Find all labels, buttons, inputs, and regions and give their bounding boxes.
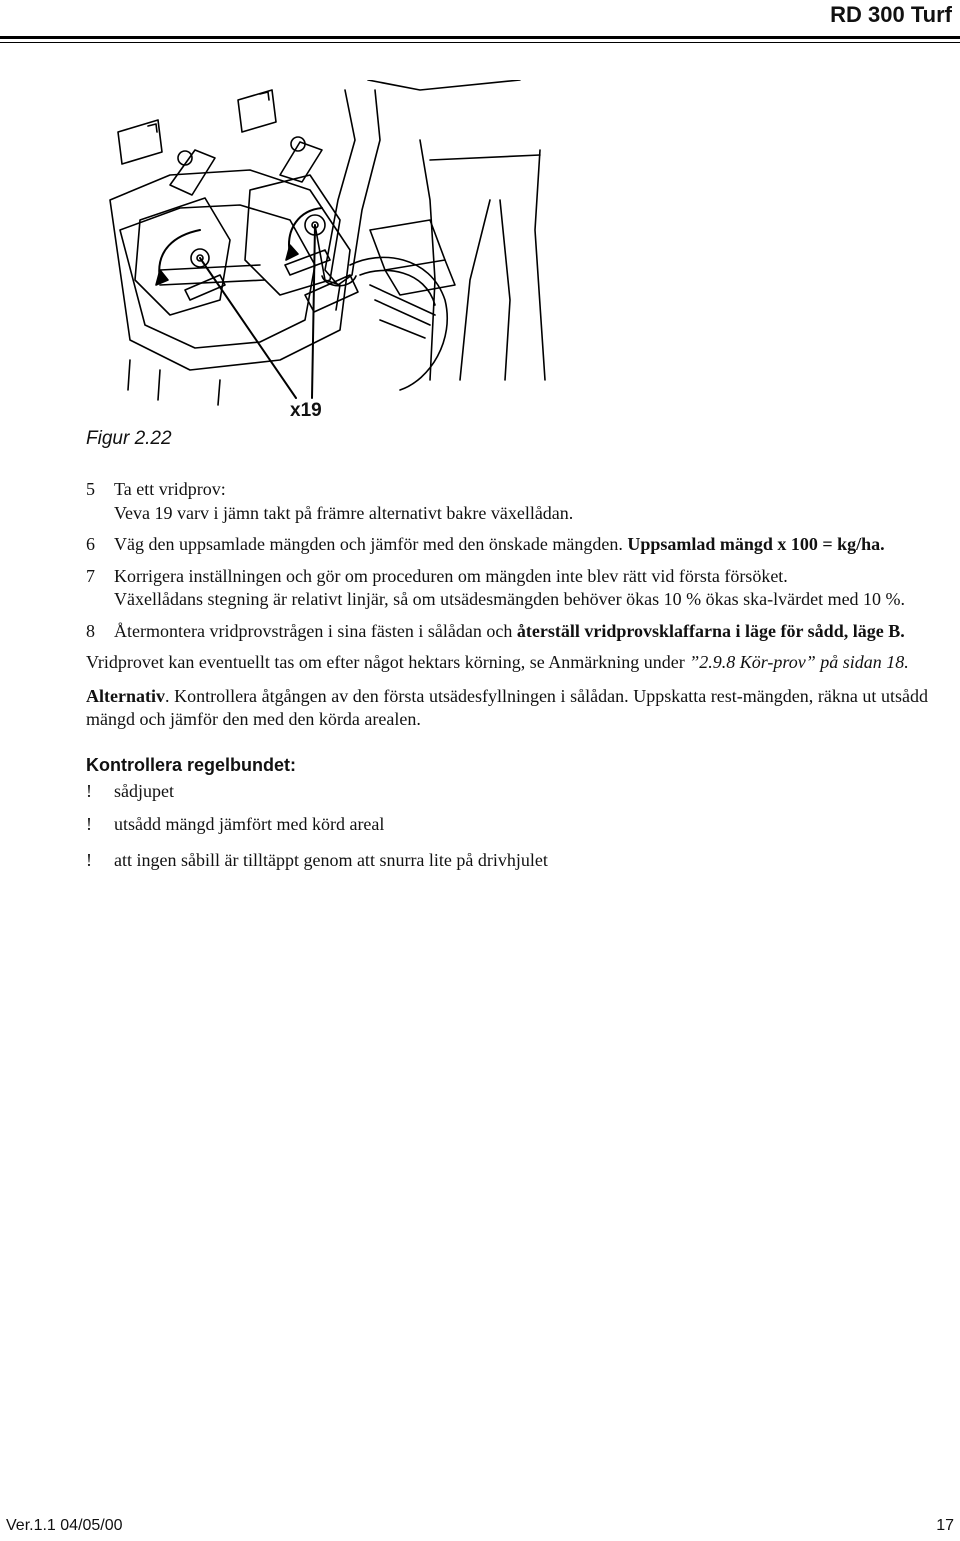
step-7 <box>86 565 928 612</box>
step-8-bold-instruction: återställ vridprovsklaffarna i läge för sådd, läge B. <box>516 620 905 641</box>
instructions-body <box>86 478 928 872</box>
alternative-text: . Kontrollera åtgången av den första utsädesfyllningen i sålådan. Uppskatta rest-mängden, räkna ut utsådd mängd och jämför den med den körda arealen. <box>86 685 928 729</box>
check-item <box>86 813 928 837</box>
bullet-mark: ! <box>86 849 92 870</box>
check-section-heading: Kontrollera regelbundet: <box>86 754 297 775</box>
check-item <box>86 849 928 873</box>
step-6 <box>86 533 928 557</box>
header-rule-thick <box>0 36 960 39</box>
step-number: 5 <box>86 479 95 499</box>
step-number: 6 <box>86 534 95 554</box>
step-7-line-2: Växellådans stegning är relativt linjär, så om utsädesmängden behöver ökas 10 % ökas ska-lvärdet med 10 %. <box>114 589 906 609</box>
check-item-text: sådjupet <box>114 780 174 801</box>
step-6-bold-formula: Uppsamlad mängd x 100 = kg/ha. <box>627 534 885 554</box>
step-6-plain: Väg den uppsamlade mängden och jämför med den önskade mängden. <box>114 534 628 554</box>
vridprov-note <box>86 651 928 675</box>
step-number: 7 <box>86 565 95 586</box>
step-8-plain: Återmontera vridprovstrågen i sina fästen i sålådan och <box>114 620 517 641</box>
vridprov-note-text: Vridprovet kan eventuellt tas om efter något hektars körning, se Anmärkning under <box>86 652 690 672</box>
step-7-line-1: Korrigera inställningen och gör om proceduren om mängden inte blev rätt vid första försöket. <box>114 565 788 586</box>
alternative-label: Alternativ <box>86 685 165 706</box>
figure-callout-label: x19 <box>290 400 322 421</box>
step-5 <box>86 478 928 525</box>
step-number: 8 <box>86 620 95 641</box>
check-item <box>86 780 928 804</box>
step-5-line-1: Ta ett vridprov: <box>114 479 226 499</box>
step-8 <box>86 620 928 644</box>
step-8-text <box>114 620 928 644</box>
step-6-text <box>114 533 928 557</box>
bullet-mark: ! <box>86 780 92 801</box>
footer-page-number: 17 <box>936 1517 954 1534</box>
step-5-line-2: Veva 19 varv i jämn takt på främre alternativt bakre växellådan. <box>114 502 574 523</box>
alternative-paragraph <box>86 685 928 732</box>
check-item-text: att ingen såbill är tilltäppt genom att snurra lite på drivhjulet <box>114 849 548 870</box>
vridprov-note-reference: ”2.9.8 Kör-prov” på sidan 18. <box>689 652 909 672</box>
header-rule-thin <box>0 42 960 43</box>
page-header-title: RD 300 Turf <box>830 2 952 27</box>
footer-version: Ver.1.1 04/05/00 <box>6 1517 123 1534</box>
figure-caption: Figur 2.22 <box>86 428 172 449</box>
calibration-crank-illustration <box>100 80 560 410</box>
bullet-mark: ! <box>86 814 92 834</box>
check-item-text: utsådd mängd jämfört med körd areal <box>114 814 385 834</box>
